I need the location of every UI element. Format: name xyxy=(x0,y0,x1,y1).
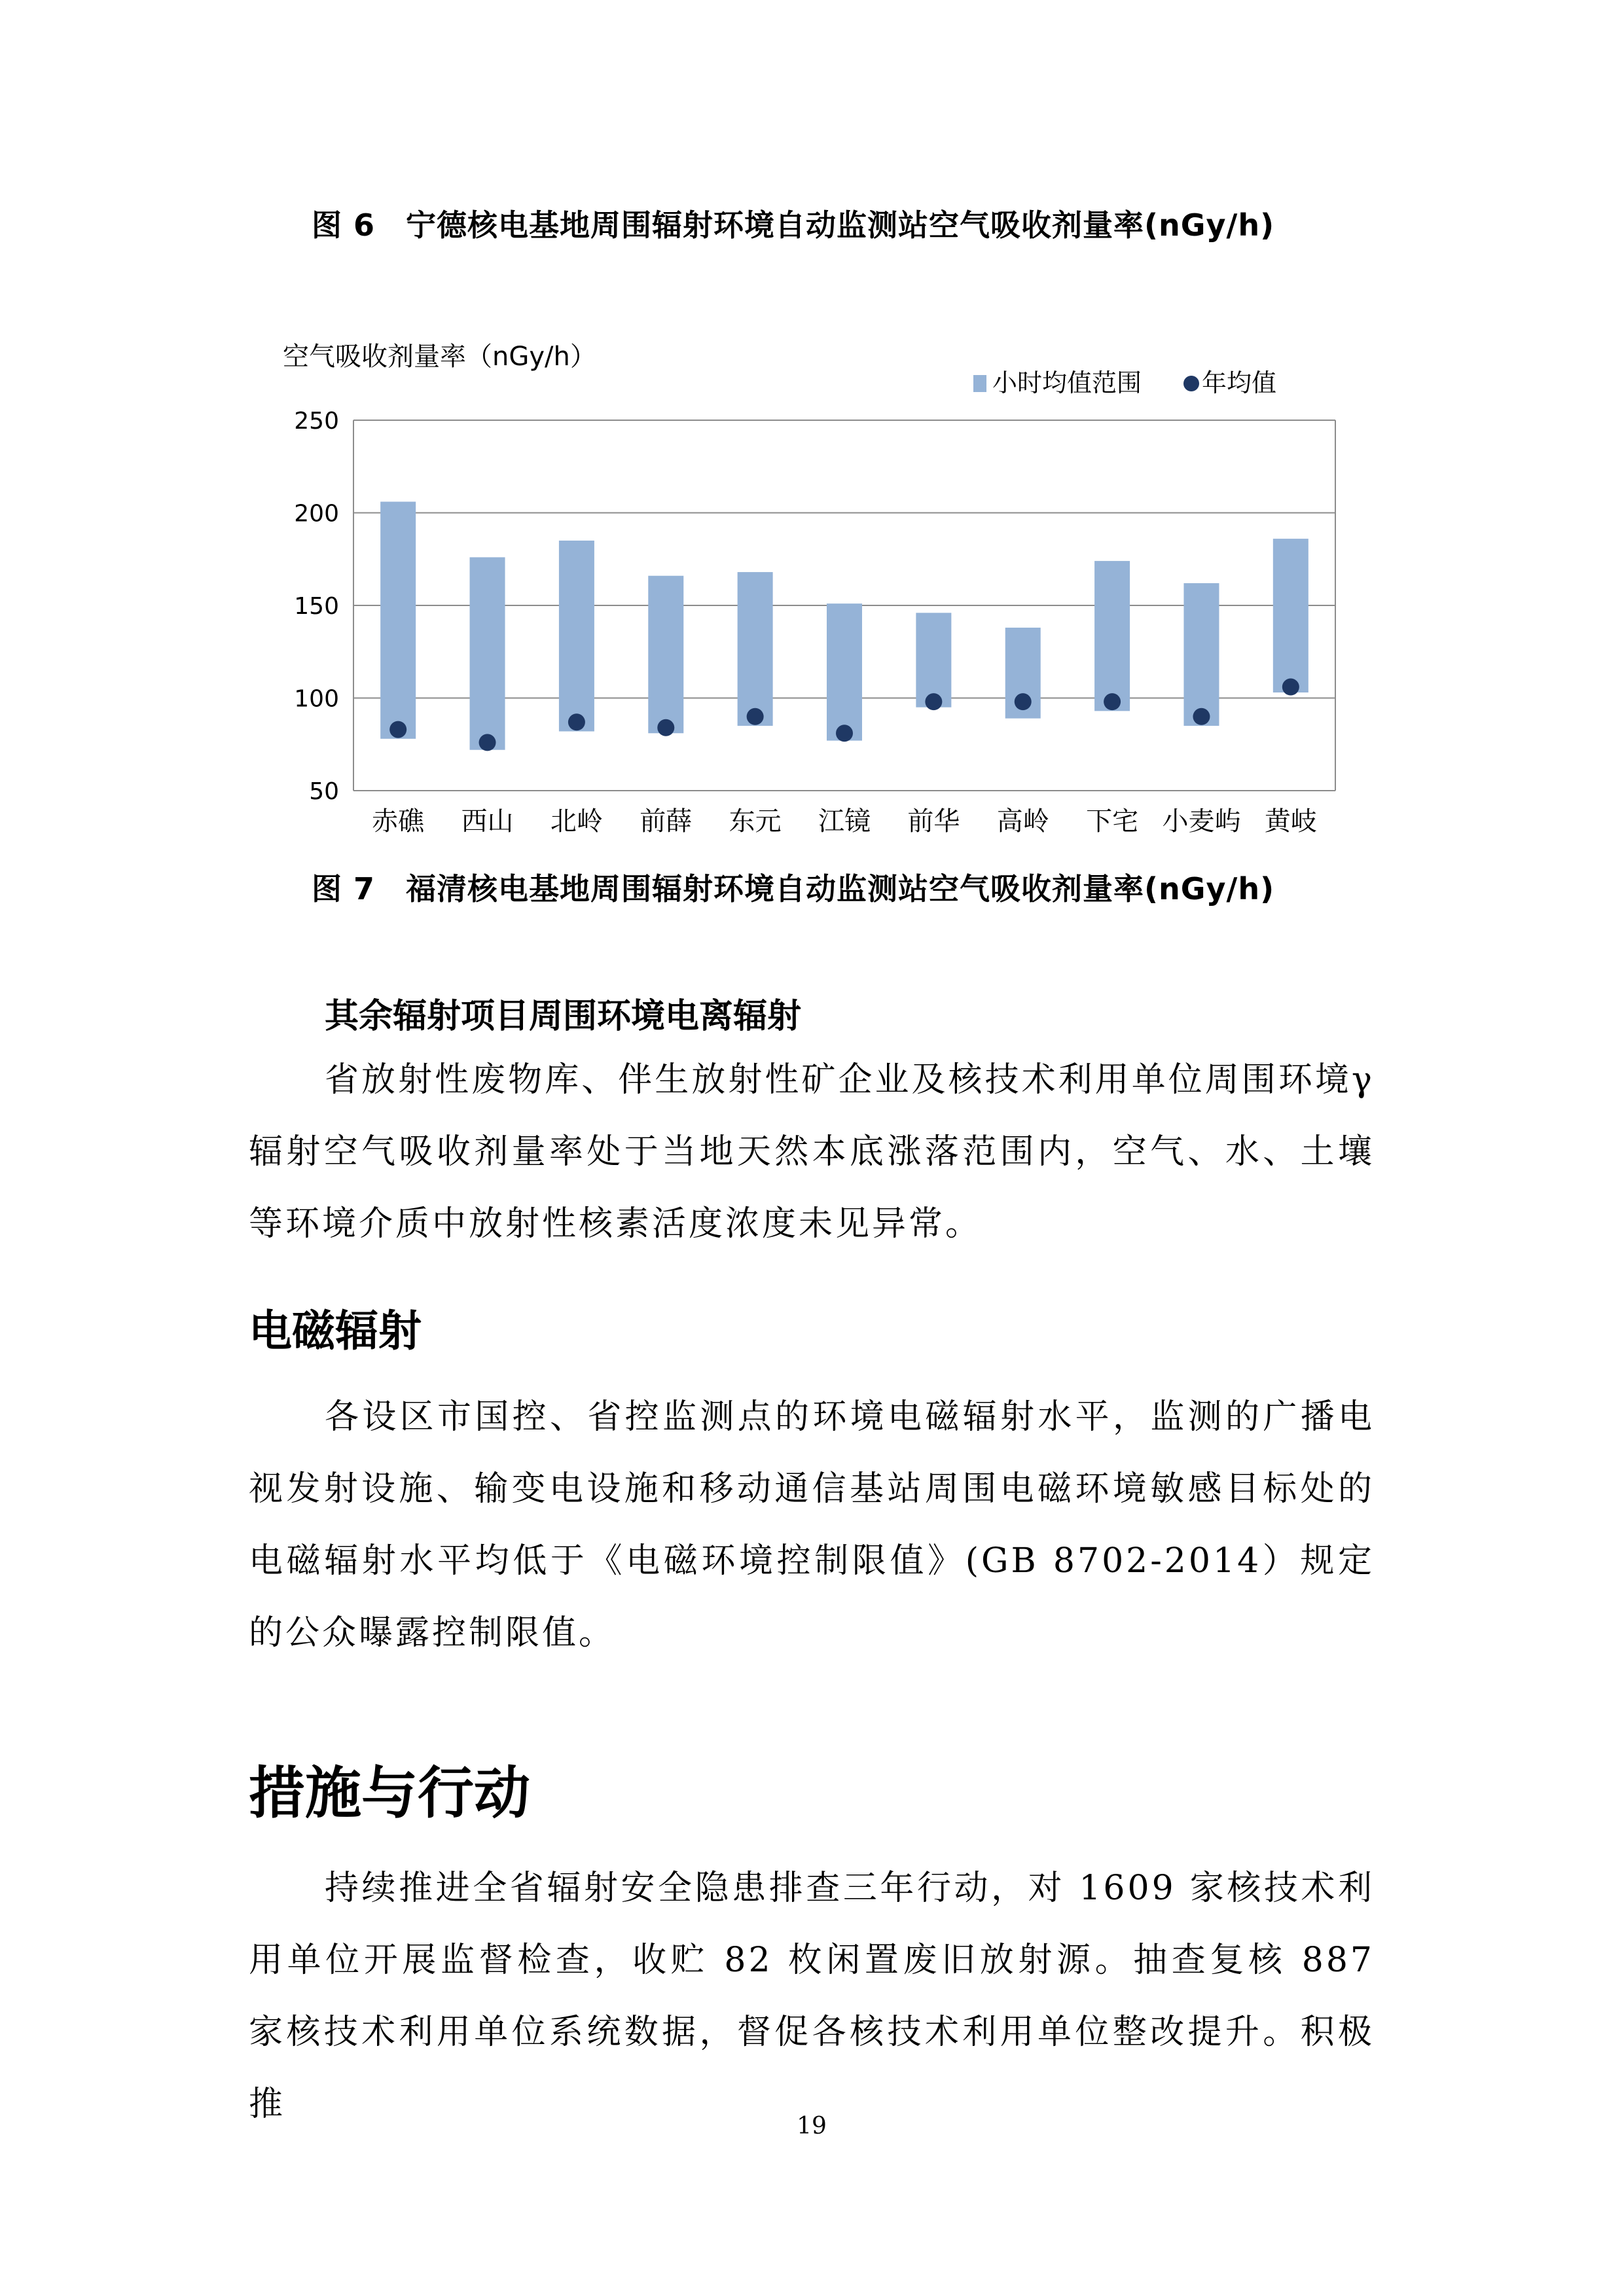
range-bar xyxy=(559,541,594,731)
range-bar xyxy=(470,557,505,749)
mean-point xyxy=(925,693,942,710)
range-bar xyxy=(827,603,862,740)
x-tick-label: 西山 xyxy=(461,806,514,836)
range-bar xyxy=(738,572,773,726)
y-tick-label: 200 xyxy=(294,500,339,528)
range-bars xyxy=(380,502,1308,750)
figure-6-caption: 图 6 宁德核电基地周围辐射环境自动监测站空气吸收剂量率(nGy/h) xyxy=(312,207,1275,243)
mean-point xyxy=(568,713,585,730)
figure-7-caption: 图 7 福清核电基地周围辐射环境自动监测站空气吸收剂量率(nGy/h) xyxy=(312,871,1275,906)
legend-swatch-range xyxy=(973,375,986,392)
legend-label-mean: 年均值 xyxy=(1202,368,1277,397)
y-tick-label: 150 xyxy=(294,593,339,620)
x-tick-label: 东元 xyxy=(729,806,782,836)
range-bar xyxy=(916,613,951,707)
page-number: 19 xyxy=(797,2113,827,2140)
x-tick-label: 江镜 xyxy=(818,806,871,836)
x-tick-label: 北岭 xyxy=(550,806,603,836)
y-tick-label: 50 xyxy=(309,778,339,805)
mean-point xyxy=(389,721,406,738)
x-tick-label: 小麦屿 xyxy=(1162,806,1241,836)
x-tick-label: 前薛 xyxy=(640,806,693,836)
mean-point xyxy=(657,719,674,736)
paragraph-other-radiation xyxy=(249,1044,1375,1260)
paragraph-text: 持续推进全省辐射安全隐患排查三年行动，对 1609 家核技术利用单位开展监督检查，收贮 82 枚闲置废旧放射源。抽查复核 887 家核技术利用单位系统数据，督促各核技术利用单位整改提升。积极推 xyxy=(249,1869,1375,2124)
mean-point xyxy=(1104,693,1121,710)
x-tick-label: 前华 xyxy=(907,806,960,836)
range-bar xyxy=(1273,539,1308,692)
mean-point xyxy=(836,725,853,742)
x-tick-label: 黄岐 xyxy=(1264,806,1317,836)
paragraph-electromagnetic xyxy=(249,1381,1375,1669)
mean-point xyxy=(1015,693,1032,710)
range-bar xyxy=(1183,583,1219,726)
section-heading-electromagnetic: 电磁辐射 xyxy=(249,1306,422,1356)
legend-label-range: 小时均值范围 xyxy=(992,368,1142,397)
paragraph-measures xyxy=(249,1852,1375,2140)
mean-point xyxy=(1193,708,1210,725)
chart-legend xyxy=(973,368,1276,397)
paragraph-text: 各设区市国控、省控监测点的环境电磁辐射水平，监测的广播电视发射设施、输变电设施和移动通信基站周围电磁环境敏感目标处的电磁辐射水平均低于《电磁环境控制限值》(GB 8702-2014）规定的公众曝露控制限值。 xyxy=(249,1397,1375,1653)
y-axis-label: 空气吸收剂量率（nGy/h） xyxy=(283,342,596,372)
range-bar xyxy=(648,576,683,734)
x-tick-label: 下宅 xyxy=(1086,806,1139,836)
mean-point xyxy=(1282,679,1299,696)
range-bar xyxy=(380,502,416,739)
mean-point xyxy=(747,708,764,725)
paragraph-text: 省放射性废物库、伴生放射性矿企业及核技术利用单位周围环境γ辐射空气吸收剂量率处于当地天然本底涨落范围内，空气、水、土壤等环境介质中放射性核素活度浓度未见异常。 xyxy=(249,1060,1375,1244)
x-tick-label: 高岭 xyxy=(996,806,1049,836)
mean-point xyxy=(479,734,496,751)
legend-swatch-mean xyxy=(1183,376,1199,391)
section-heading-other-radiation: 其余辐射项目周围环境电离辐射 xyxy=(325,997,802,1036)
section-heading-measures: 措施与行动 xyxy=(249,1761,530,1826)
dose-rate-chart xyxy=(249,327,1362,851)
y-tick-label: 250 xyxy=(294,408,339,435)
x-axis-ticks xyxy=(372,806,1317,836)
range-bar xyxy=(1094,561,1130,711)
x-tick-label: 赤礁 xyxy=(372,806,425,836)
y-axis-ticks xyxy=(294,408,339,805)
y-tick-label: 100 xyxy=(294,685,339,713)
